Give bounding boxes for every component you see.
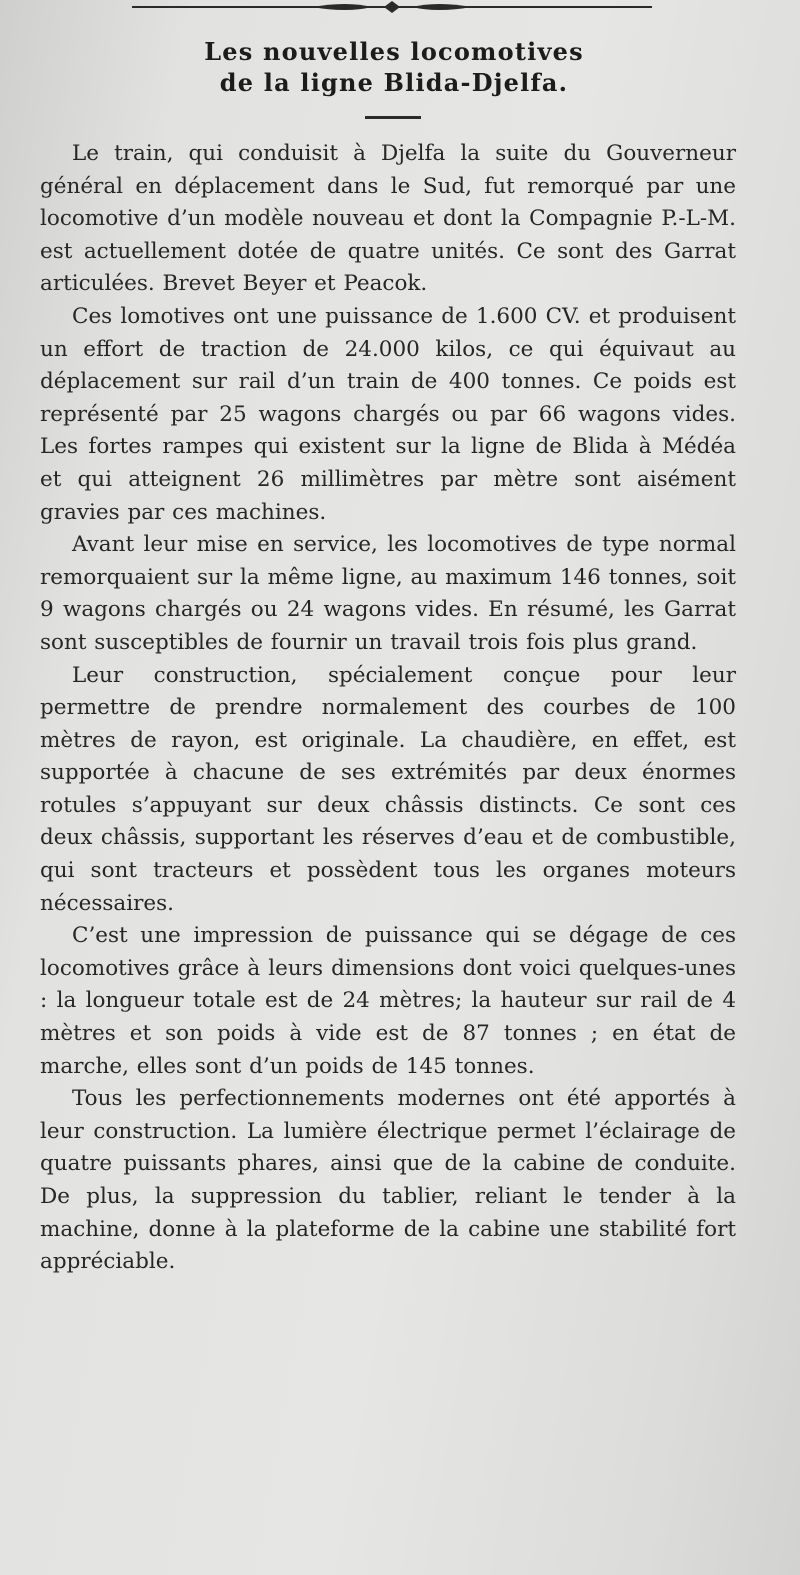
paragraph-2: Ces lomotives ont une puissance de 1.600 CV. et produisent un effort de traction de 24.000 kilos, ce qui équivaut au déplacement sur rail d’un train de 400 tonnes. Ce poids est représenté par 25 wagons chargés ou par 66 wagons vides. Les fortes rampes qui existent sur la ligne de Blida à Médéa et qui atteignent 26 millimètres par mètre sont aisément gravies par ces machines. xyxy=(40,303,736,525)
paragraph-4: Leur construction, spécialement conçue pour leur permettre de prendre normalement des courbes de 100 mètres de rayon, est originale. La chaudière, en effet, est supportée à chacune de ses extrémités par deux énormes rotules s’appuyant sur deux châssis distincts. Ce sont ces deux châssis, supportant les réserves d’eau et de combustible, qui sont tracteurs et possèdent tous les organes moteurs nécessaires. xyxy=(40,662,736,916)
paragraph-3: Avant leur mise en service, les locomotives de type normal remorquaient sur la même ligne, au maximum 146 tonnes, soit 9 wagons chargés ou 24 wagons vides. En résumé, les Garrat sont susceptibles de fournir un travail trois fois plus grand. xyxy=(40,532,736,655)
paragraph-6: Tous les perfectionnements modernes ont été apportés à leur construction. La lumière électrique permet l’éclairage de quatre puissants phares, ainsi que de la cabine de conduite. De plus, la suppression du tablier, reliant le tender à la machine, donne à la plateforme de la cabine une stabilité fort appréciable. xyxy=(40,1086,736,1275)
title-separator-dash xyxy=(365,116,421,119)
paragraph-5: C’est une impression de puissance qui se dégage de ces locomotives grâce à leurs dimensions dont voici quelques-unes : la longueur totale est de 24 mètres; la hauteur sur rail de 4 mètres et son poids à vide est de 87 tonnes ; en état de marche, elles sont d’un poids de 145 tonnes. xyxy=(40,923,736,1079)
article-title xyxy=(0,36,788,98)
header-ornament-rule xyxy=(132,0,652,14)
paragraph-1: Le train, qui conduisit à Djelfa la suite du Gouverneur général en déplacement dans le Sud, fut remorqué par une locomotive d’un modèle nouveau et dont la Compagnie P.-L-M. est actuellement dotée de quatre unités. Ce sont des Garrat articulées. Brevet Beyer et Peacok. xyxy=(40,141,736,297)
article-body xyxy=(40,138,736,1279)
article-title-line-1: Les nouvelles locomotives xyxy=(204,37,584,66)
article-title-line-2: de la ligne Blida-Djelfa. xyxy=(219,68,569,97)
